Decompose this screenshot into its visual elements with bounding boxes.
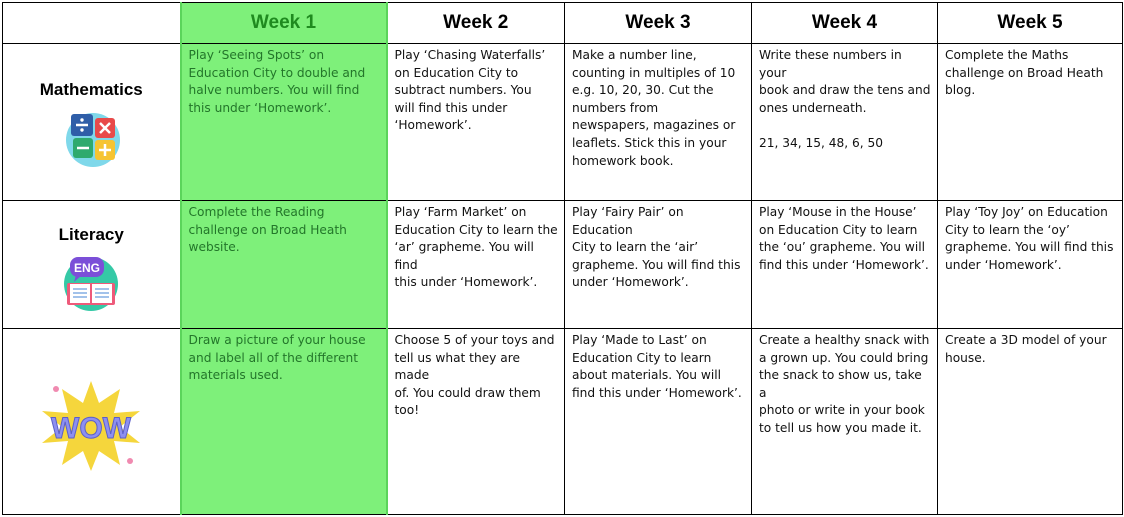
week-1-header: Week 1	[181, 3, 387, 44]
wow-week-5-cell	[938, 329, 1123, 515]
math-week-4-cell	[752, 44, 938, 201]
math-week-1-task: Play ‘Seeing Spots’ on Education City to double and halve numbers. You will find this under ‘Homework’.	[188, 48, 366, 115]
math-week-4-task: Write these numbers in your book and draw the tens and ones underneath. 21, 34, 15, 48, 6, 50	[759, 48, 931, 150]
literacy-label: Literacy	[58, 225, 124, 244]
mathematics-subject-cell	[3, 44, 181, 201]
wow-label: WOW	[51, 412, 132, 445]
literacy-week-2-task: Play ‘Farm Market’ on Education City to learn the ‘ar’ grapheme. You will find this under ‘Homework’.	[394, 205, 558, 290]
mathematics-label: Mathematics	[39, 80, 143, 99]
week-4-header: Week 4	[752, 3, 938, 44]
wow-row	[3, 329, 1123, 515]
literacy-week-5-cell	[938, 201, 1123, 329]
math-week-1-cell	[181, 44, 387, 201]
math-week-2-task: Play ‘Chasing Waterfalls’ on Education City to subtract numbers. You will find this under ‘Homework’.	[394, 48, 546, 133]
math-week-3-cell	[565, 44, 752, 201]
mathematics-row	[3, 44, 1123, 201]
header-row	[3, 3, 1123, 44]
literacy-week-1-task: Complete the Reading challenge on Broad Heath website.	[188, 205, 347, 255]
week-5-header: Week 5	[938, 3, 1123, 44]
wow-week-2-task: Choose 5 of your toys and tell us what they are made of. You could draw them too!	[394, 333, 555, 418]
wow-week-3-cell	[565, 329, 752, 515]
literacy-subject-cell	[3, 201, 181, 329]
math-week-5-task: Complete the Maths challenge on Broad Heath blog.	[945, 48, 1104, 98]
wow-burst-icon	[36, 375, 146, 475]
eng-book-icon	[60, 251, 122, 313]
svg-text:ENG: ENG	[74, 261, 101, 275]
literacy-week-4-task: Play ‘Mouse in the House’ on Education City to learn the ‘ou’ grapheme. You will find this under ‘Homework’.	[759, 205, 929, 272]
wow-week-1-task: Draw a picture of your house and label all of the different materials used.	[188, 333, 366, 383]
corner-cell	[3, 3, 181, 44]
literacy-week-3-task: Play ‘Fairy Pair’ on Education City to learn the ‘air’ grapheme. You will find this under ‘Homework’.	[572, 205, 741, 290]
wow-week-1-cell	[181, 329, 387, 515]
homework-grid	[2, 2, 1123, 515]
literacy-week-4-cell	[752, 201, 938, 329]
calculator-icon	[59, 106, 123, 170]
week-2-header: Week 2	[387, 3, 565, 44]
wow-week-4-task: Create a healthy snack with a grown up. You could bring the snack to show us, take a photo or write in your book to tell us how you made it.	[759, 333, 930, 435]
wow-week-5-task: Create a 3D model of your house.	[945, 333, 1107, 365]
week-3-header: Week 3	[565, 3, 752, 44]
math-week-2-cell	[387, 44, 565, 201]
literacy-week-5-task: Play ‘Toy Joy’ on Education City to learn the ‘oy’ grapheme. You will find this under ‘Homework’.	[945, 205, 1114, 272]
literacy-week-2-cell	[387, 201, 565, 329]
wow-week-3-task: Play ‘Made to Last’ on Education City to learn about materials. You will find this under ‘Homework’.	[572, 333, 742, 400]
math-week-5-cell	[938, 44, 1123, 201]
wow-subject-cell	[3, 329, 181, 515]
literacy-week-3-cell	[565, 201, 752, 329]
literacy-week-1-cell	[181, 201, 387, 329]
wow-week-2-cell	[387, 329, 565, 515]
wow-week-4-cell	[752, 329, 938, 515]
math-week-3-task: Make a number line, counting in multiples of 10 e.g. 10, 20, 30. Cut the numbers from newspapers, magazines or leaflets. Stick this in your homework book.	[572, 48, 736, 168]
literacy-row	[3, 201, 1123, 329]
